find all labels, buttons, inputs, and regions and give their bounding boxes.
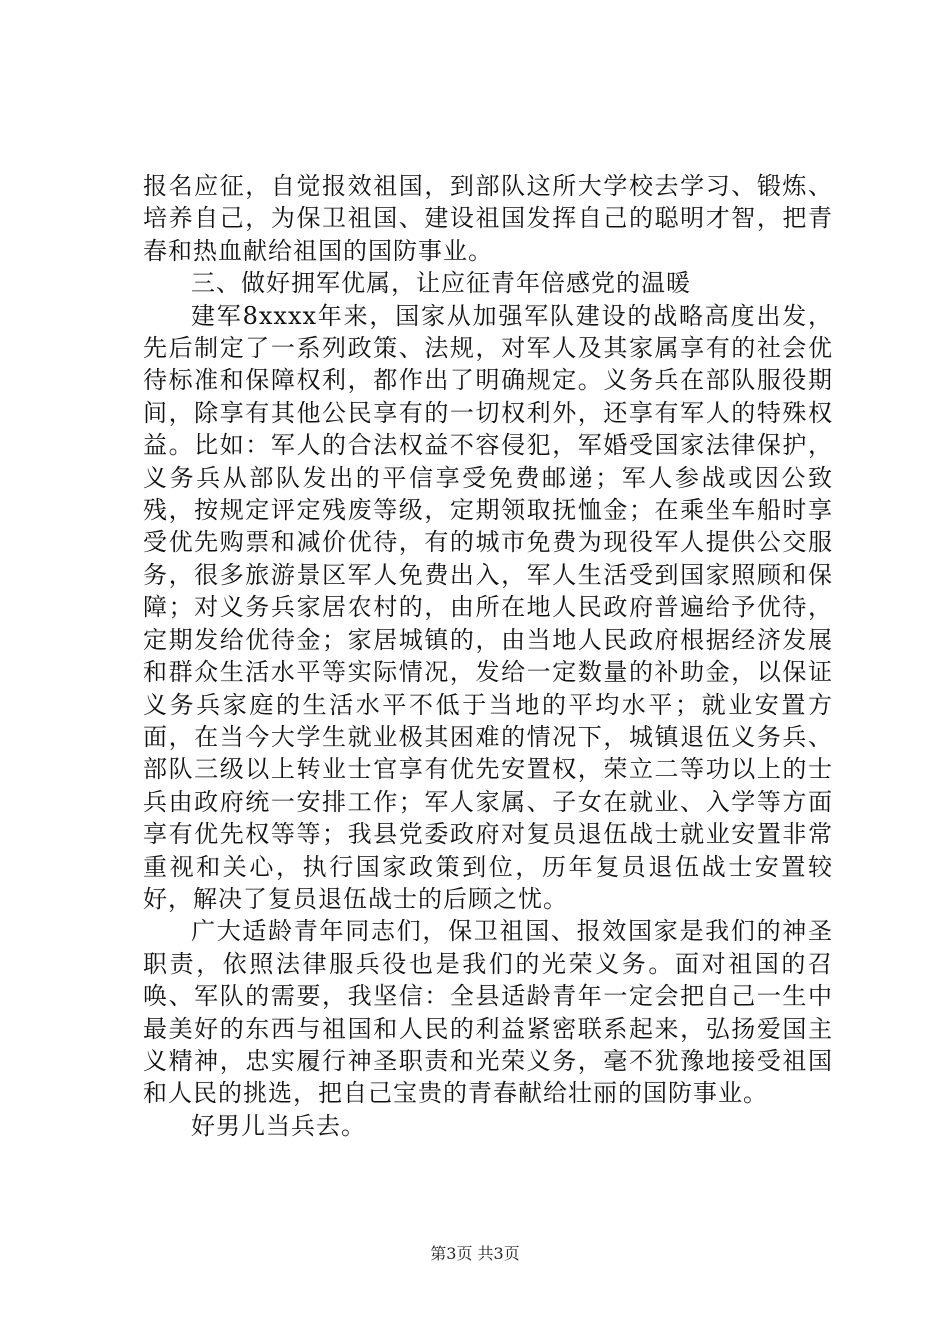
page-footer: 第3页 共3页 (430, 1244, 520, 1263)
document-body (143, 170, 833, 1142)
section-heading: 三、做好拥军优属，让应征青年倍感党的温暖 (191, 269, 691, 298)
paragraph-appeal: 广大适龄青年同志们，保卫祖国、报效国家是我们的神圣职责，依照法律服兵役也是我们的光荣义务。面对祖国的召唤、军队的需要，我坚信：全县适龄青年一定会把自己一生中最美好的东西与祖国和人民的利益紧密联系起来，弘扬爱国主义精神，忠实履行神圣职责和光荣义务，毫不犹豫地接受祖国和人民的挑选，把自己宝贵的青春献给壮丽的国防事业。 (143, 917, 833, 1108)
paragraph-continuation: 报名应征，自觉报效祖国，到部队这所大学校去学习、锻炼、培养自己，为保卫祖国、建设祖国发挥自己的聪明才智，把青春和热血献给祖国的国防事业。 (143, 172, 833, 265)
paragraph-closing: 好男儿当兵去。 (191, 1111, 366, 1140)
paragraph-benefits: 建军8xxxx年来，国家从加强军队建设的战略高度出发，先后制定了一系列政策、法规，对军人及其家属享有的社会优待标准和保障权利，都作出了明确规定。义务兵在部队服役期间，除享有其他公民享有的一切权利外，还享有军人的特殊权益。比如：军人的合法权益不容侵犯，军婚受国家法律保护，义务兵从部队发出的平信享受免费邮递；军人参战或因公致残，按规定评定残废等级，定期领取抚恤金；在乘坐车船时享受优先购票和减价优待，有的城市免费为现役军人提供公交服务，很多旅游景区军人免费出入，军人生活受到国家照顾和保障；对义务兵家居农村的，由所在地人民政府普遍给予优待，定期发给优待金；家居城镇的，由当地人民政府根据经济发展和群众生活水平等实际情况，发给一定数量的补助金，以保证义务兵家庭的生活水平不低于当地的平均水平；就业安置方面，在当今大学生就业极其困难的情况下，城镇退伍义务兵、部队三级以上转业士官享有优先安置权，荣立二等功以上的士兵由政府统一安排工作；军人家属、子女在就业、入学等方面享有优先权等等；我县党委政府对复员退伍战士就业安置非常重视和关心，执行国家政策到位，历年复员退伍战士安置较好，解决了复员退伍战士的后顾之忧。 (143, 301, 833, 913)
